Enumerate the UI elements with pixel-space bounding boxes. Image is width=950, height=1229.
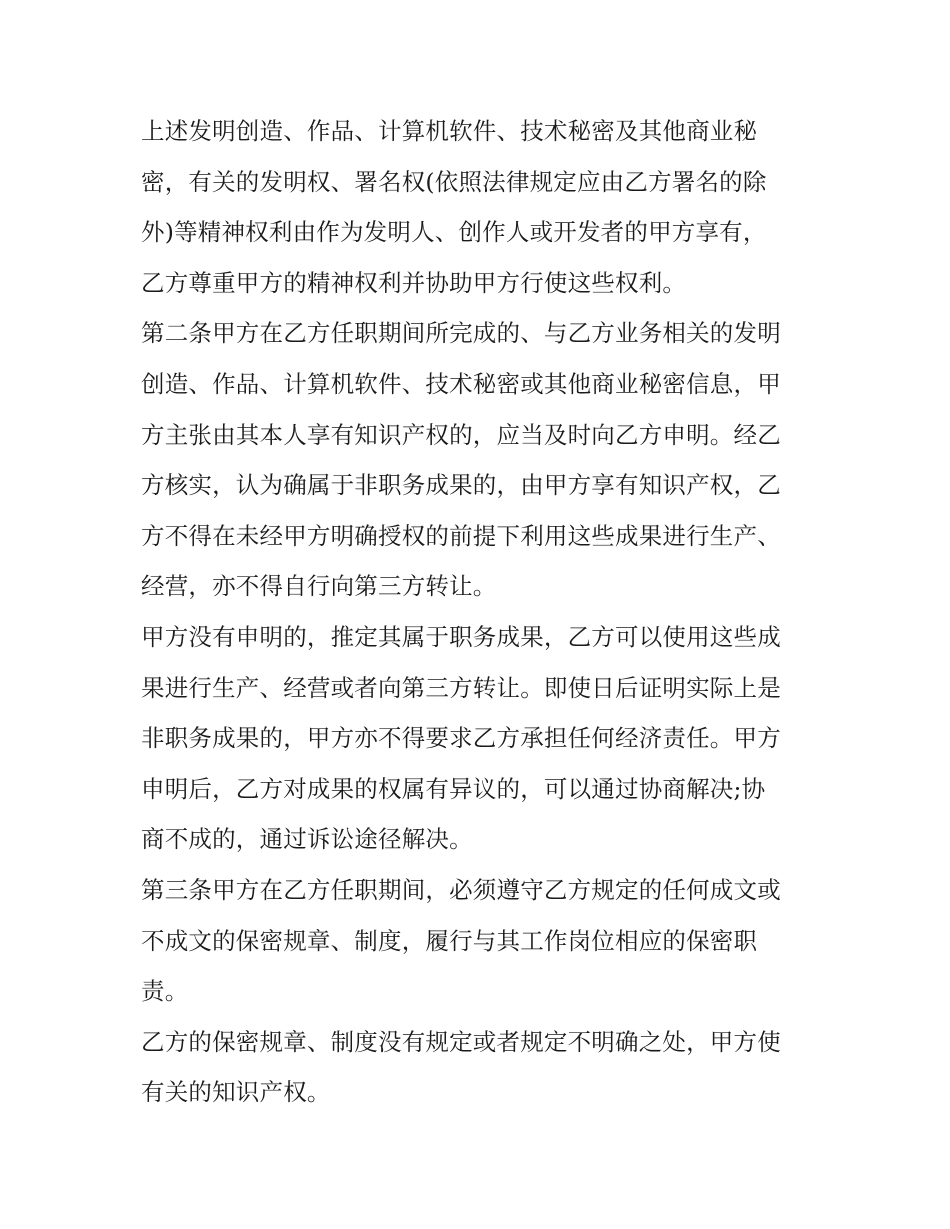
text-line: 方核实，认为确属于非职务成果的，由甲方享有知识产权，乙 <box>141 471 781 500</box>
text-line: 有关的知识产权。 <box>141 1078 331 1107</box>
text-line: 商不成的，通过诉讼途径解决。 <box>141 825 473 854</box>
text-line: 非职务成果的，甲方亦不得要求乙方承担任何经济责任。甲方 <box>141 724 781 753</box>
text-line: 方不得在未经甲方明确授权的前提下利用这些成果进行生产、 <box>141 521 781 550</box>
text-line: 不成文的保密规章、制度，履行与其工作岗位相应的保密职 <box>141 926 758 955</box>
text-line: 责。 <box>141 977 189 1006</box>
text-line: 第三条甲方在乙方任职期间，必须遵守乙方规定的任何成文或 <box>141 875 781 904</box>
text-line: 方主张由其本人享有知识产权的，应当及时向乙方申明。经乙 <box>141 420 781 449</box>
document-body <box>141 106 821 1118</box>
text-line: 上述发明创造、作品、计算机软件、技术秘密及其他商业秘 <box>141 117 758 145</box>
text-line: 外)等精神权利由作为发明人、创作人或开发者的甲方享有， <box>141 218 767 247</box>
text-line: 第二条甲方在乙方任职期间所完成的、与乙方业务相关的发明 <box>141 319 781 348</box>
text-line: 乙方的保密规章、制度没有规定或者规定不明确之处，甲方使 <box>141 1027 781 1056</box>
text-line: 甲方没有申明的，推定其属于职务成果，乙方可以使用这些成 <box>141 622 781 651</box>
text-line: 果进行生产、经营或者向第三方转让。即使日后证明实际上是 <box>141 673 781 702</box>
text-line: 密，有关的发明权、署名权(依照法律规定应由乙方署名的除 <box>141 167 767 196</box>
text-line: 申明后，乙方对成果的权属有异议的，可以通过协商解决;协 <box>141 774 766 803</box>
text-line: 创造、作品、计算机软件、技术秘密或其他商业秘密信息，甲 <box>141 369 781 398</box>
text-line: 乙方尊重甲方的精神权利并协助甲方行使这些权利。 <box>141 268 687 297</box>
text-line: 经营，亦不得自行向第三方转让。 <box>141 572 497 601</box>
